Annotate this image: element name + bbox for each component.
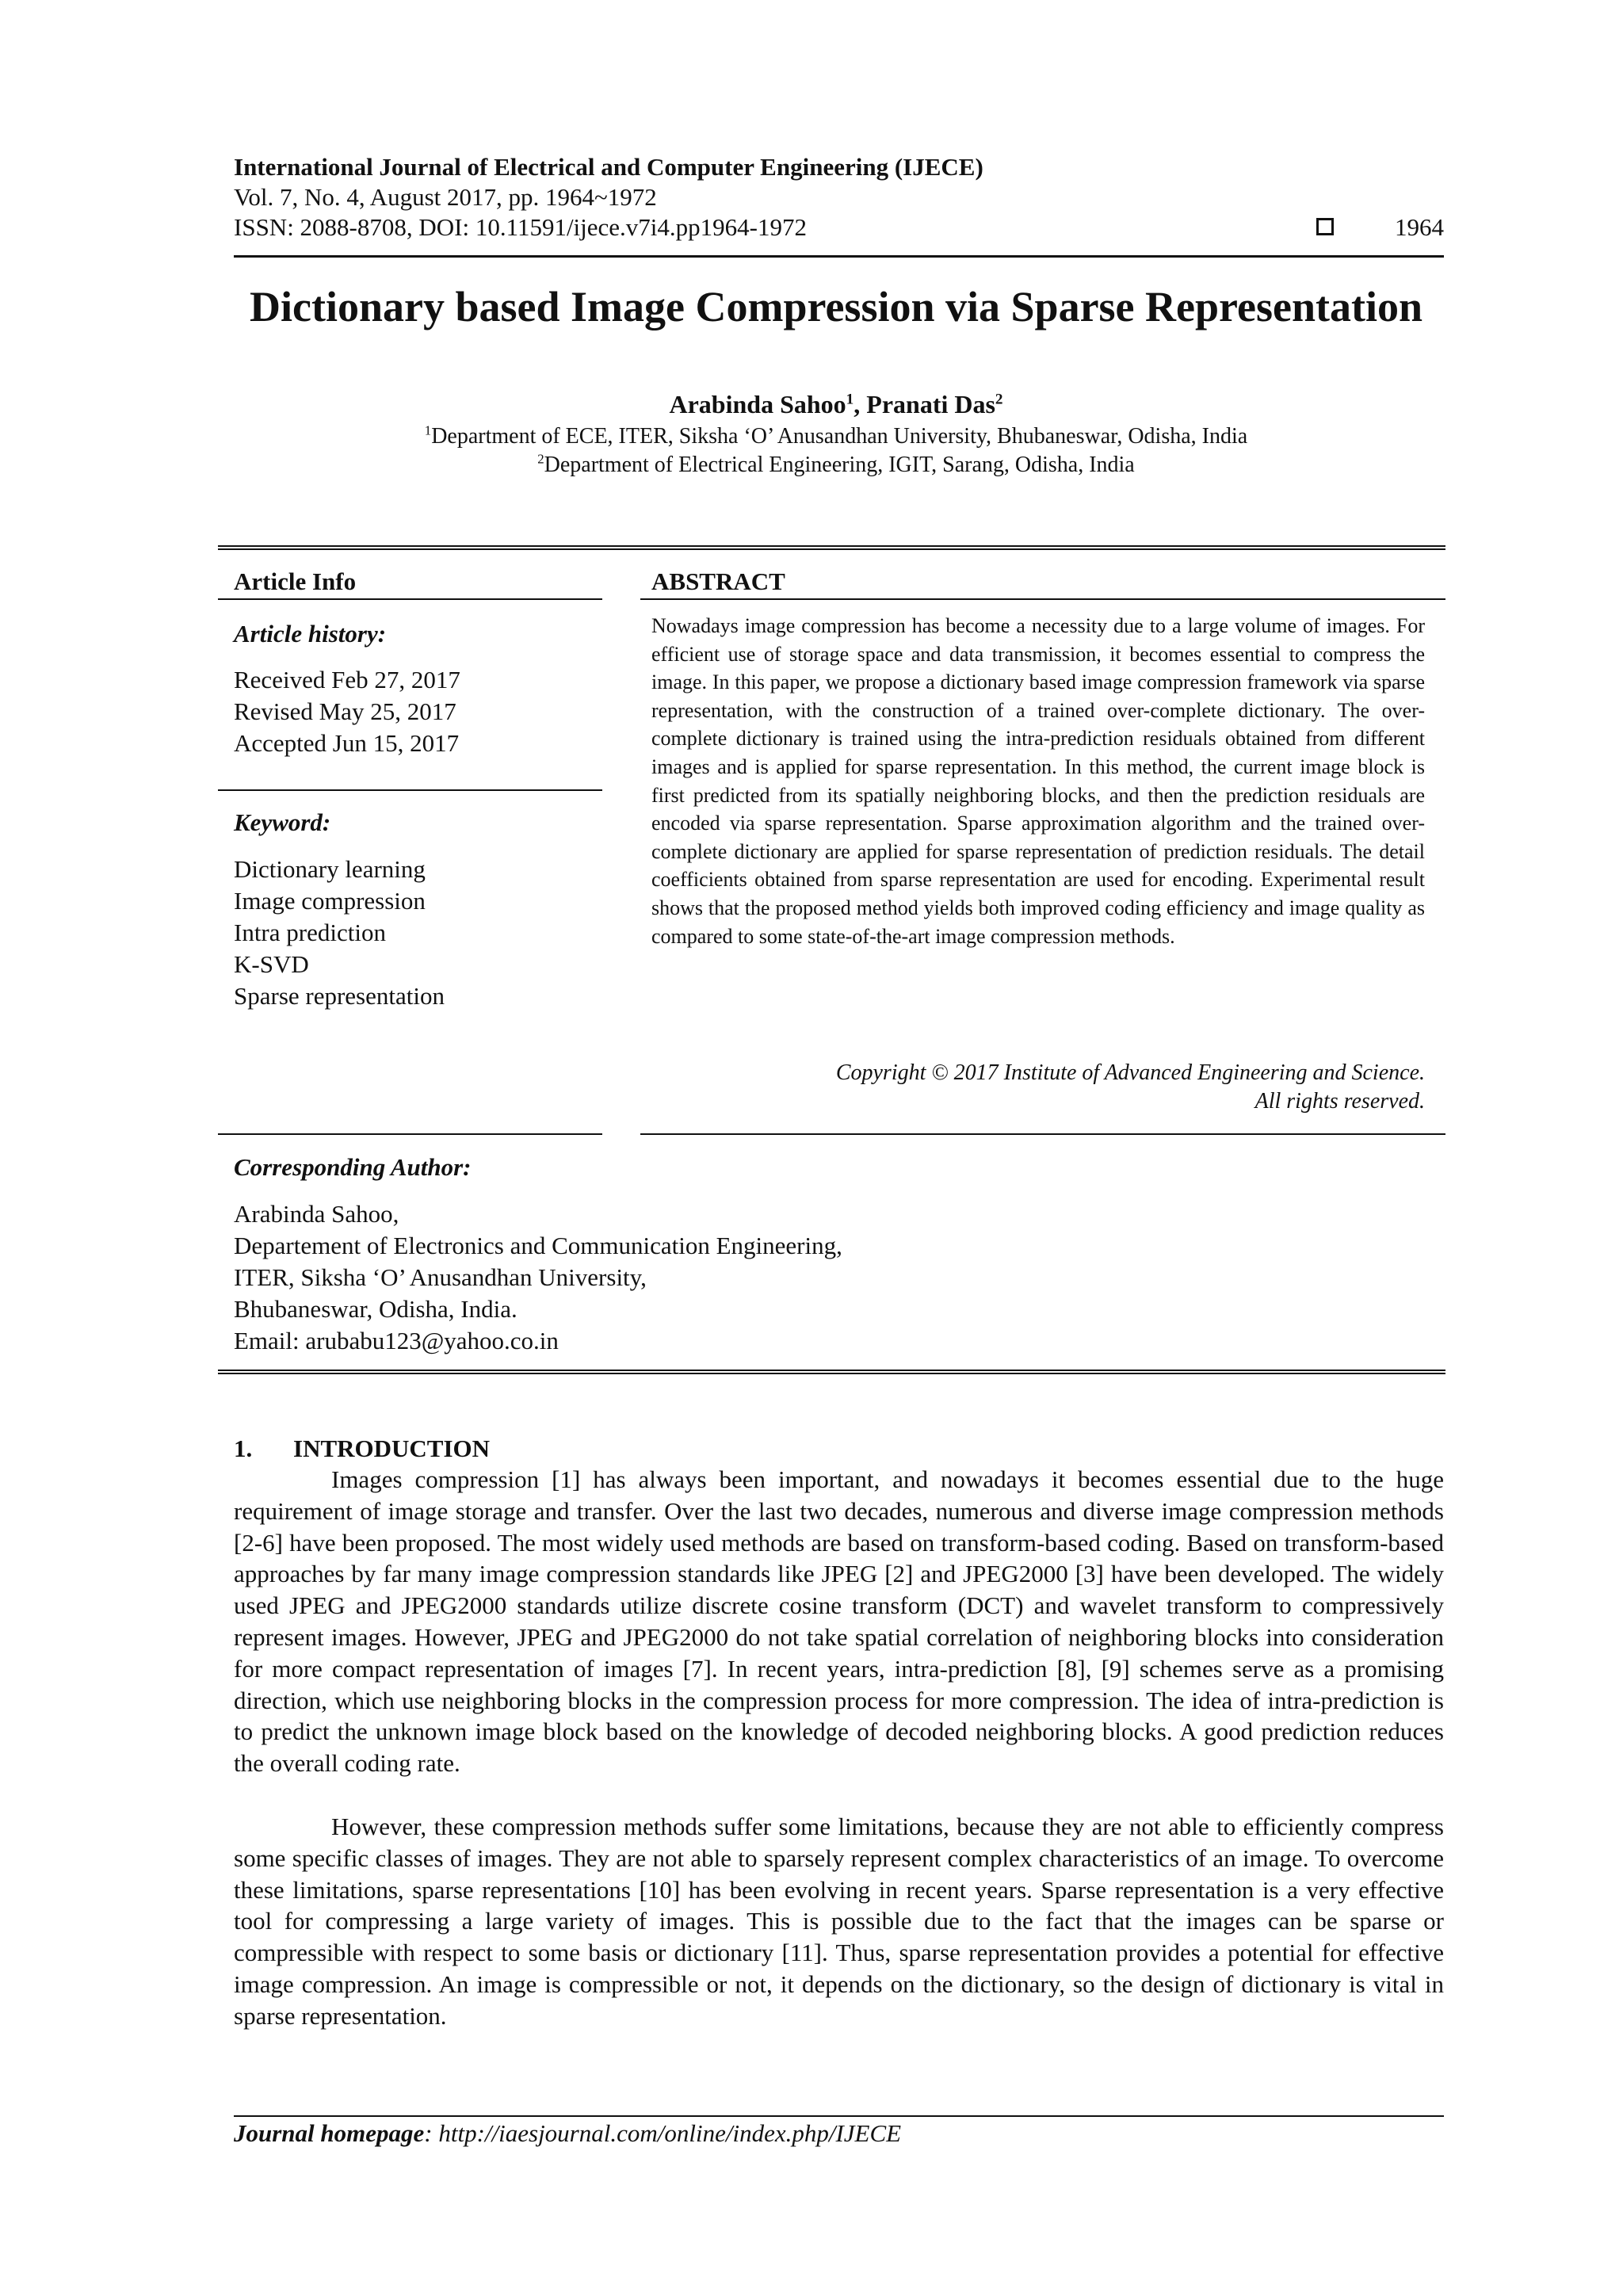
- author-email[interactable]: Email: arubabu123@yahoo.co.in: [234, 1327, 559, 1354]
- affiliation-1-sup: 1: [424, 422, 432, 438]
- copyright-notice: [651, 1059, 1425, 1116]
- copyright-line-2: All rights reserved.: [1254, 1089, 1425, 1114]
- section-title: INTRODUCTION: [293, 1435, 491, 1462]
- intro-paragraph-2: However, these compression methods suffer some limitations, because they are not able to efficiently compress some specific classes of images. They are not able to sparsely represent complex characteristics of an image. To overcome these limitations, sparse representations [10] has been evolving in recent years. Sparse representation is a very effective tool for compressing a large variety of images. This is possible due to the fact that the images can be sparse or compressible with respect to some basis or dictionary [11]. Thus, sparse representation provides a potential for effective image compression. An image is compressible or not, it depends on the dictionary, so the design of dictionary is vital in sparse representation.: [234, 1813, 1444, 2030]
- author-institution: ITER, Siksha ‘O’ Anusandhan University,: [234, 1263, 647, 1291]
- corresponding-author-heading: Corresponding Author:: [234, 1153, 472, 1181]
- author-1-sup: 1: [846, 391, 854, 408]
- affiliation-1: [0, 424, 1623, 449]
- copyright-line-1: Copyright © 2017 Institute of Advanced Engineering and Science.: [835, 1060, 1425, 1085]
- article-history-heading: Article history:: [234, 620, 387, 648]
- abstract-heading: ABSTRACT: [651, 567, 785, 595]
- affiliation-2-text: Department of Electrical Engineering, IGIT, Sarang, Odisha, India: [544, 453, 1135, 477]
- checkbox-square-icon: [1316, 218, 1334, 235]
- author-2-sup: 2: [995, 391, 1003, 408]
- keyword-item: Sparse representation: [234, 982, 445, 1010]
- article-info-heading: Article Info: [234, 567, 357, 595]
- keyword-item: Dictionary learning: [234, 855, 426, 883]
- header-rule: [234, 255, 1444, 258]
- journal-homepage: [234, 2119, 901, 2148]
- keyword-rule: [218, 1133, 602, 1135]
- intro-paragraph-1: Images compression [1] has always been important, and nowadays it becomes essential due to the huge requirement of image storage and transfer. Over the last two decades, numerous and diverse image compression methods [2-6] have been proposed. The most widely used methods are based on transform-based coding. Based on transform-based approaches by far many image compression standards like JPEG [2] and JPEG2000 [3] have been developed. The widely used JPEG and JPEG2000 standards utilize discrete cosine transform (DCT) and wavelet transform to compressively represent images. However, JPEG and JPEG2000 do not take spatial correlation of neighboring blocks into consideration for more compact representation of images [7]. In recent years, intra-prediction [8], [9] schemes serve as a promising direction, which use neighboring blocks in the compression process for more compression. The idea of intra-prediction is to predict the unknown image block based on the knowledge of decoded neighboring blocks. A good prediction reduces the overall coding rate.: [234, 1465, 1444, 1778]
- volume-info: Vol. 7, No. 4, August 2017, pp. 1964~1972: [234, 183, 657, 211]
- abstract-text: Nowadays image compression has become a necessity due to a large volume of images. For efficient use of storage space and data transmission, it becomes essential to compress the image. In this paper, we propose a dictionary based image compression framework via sparse representation, with the construction of a trained over-complete dictionary. The over-complete dictionary is trained using the intra-prediction residuals obtained from different images and is applied for sparse representation. In this method, the current image block is first predicted from its spatially neighboring blocks, and then the prediction residuals are encoded via sparse representation. Sparse approximation algorithm and the trained over-complete dictionary are applied for sparse representation of prediction residuals. The detail coefficients obtained from sparse representation are used for encoding. Experimental result shows that the proposed method yields both improved coding efficiency and image quality as compared to some state-of-the-art image compression methods.: [651, 614, 1425, 948]
- article-info-rule: [218, 598, 602, 600]
- abstract-rule: [640, 598, 1445, 600]
- author-2: Pranati Das: [866, 390, 995, 418]
- author-1: Arabinda Sahoo: [669, 390, 846, 418]
- issn-doi: ISSN: 2088-8708, DOI: 10.11591/ijece.v7i4.pp1964-1972: [234, 213, 807, 241]
- history-accepted: Accepted Jun 15, 2017: [234, 729, 460, 757]
- keyword-item: Intra prediction: [234, 919, 386, 946]
- author-department: Departement of Electronics and Communication Engineering,: [234, 1232, 842, 1259]
- section-number: 1.: [234, 1435, 253, 1462]
- info-block-top-rule: [218, 545, 1445, 550]
- author-line: [0, 390, 1623, 419]
- article-history-list: [234, 664, 460, 759]
- author-name: Arabinda Sahoo,: [234, 1200, 399, 1228]
- author-location: Bhubaneswar, Odisha, India.: [234, 1295, 517, 1323]
- history-rule: [218, 789, 602, 791]
- info-block-bottom-rule: [218, 1370, 1445, 1374]
- keyword-item: Image compression: [234, 887, 426, 915]
- corresponding-author-details: [234, 1198, 842, 1357]
- history-revised: Revised May 25, 2017: [234, 697, 456, 725]
- keyword-heading: Keyword:: [234, 808, 331, 836]
- affiliation-2: [0, 453, 1623, 478]
- abstract-bottom-rule: [640, 1133, 1445, 1135]
- paper-title: Dictionary based Image Compression via Sparse Representation: [250, 283, 1423, 330]
- journal-name: International Journal of Electrical and Computer Engineering (IJECE): [234, 153, 983, 181]
- keyword-item: K-SVD: [234, 950, 309, 978]
- homepage-url[interactable]: : http://iaesjournal.com/online/index.php/IJECE: [424, 2119, 902, 2147]
- history-received: Received Feb 27, 2017: [234, 666, 460, 693]
- homepage-label: Journal homepage: [234, 2119, 425, 2147]
- affiliation-2-sup: 2: [537, 451, 544, 467]
- page-number: 1964: [1395, 213, 1444, 241]
- footer-rule: [234, 2115, 1444, 2117]
- keyword-list: [234, 854, 445, 1012]
- section-heading-introduction: [234, 1435, 490, 1463]
- author-separator: ,: [854, 390, 867, 418]
- affiliation-1-text: Department of ECE, ITER, Siksha ‘O’ Anusandhan University, Bhubaneswar, Odisha, India: [431, 424, 1248, 449]
